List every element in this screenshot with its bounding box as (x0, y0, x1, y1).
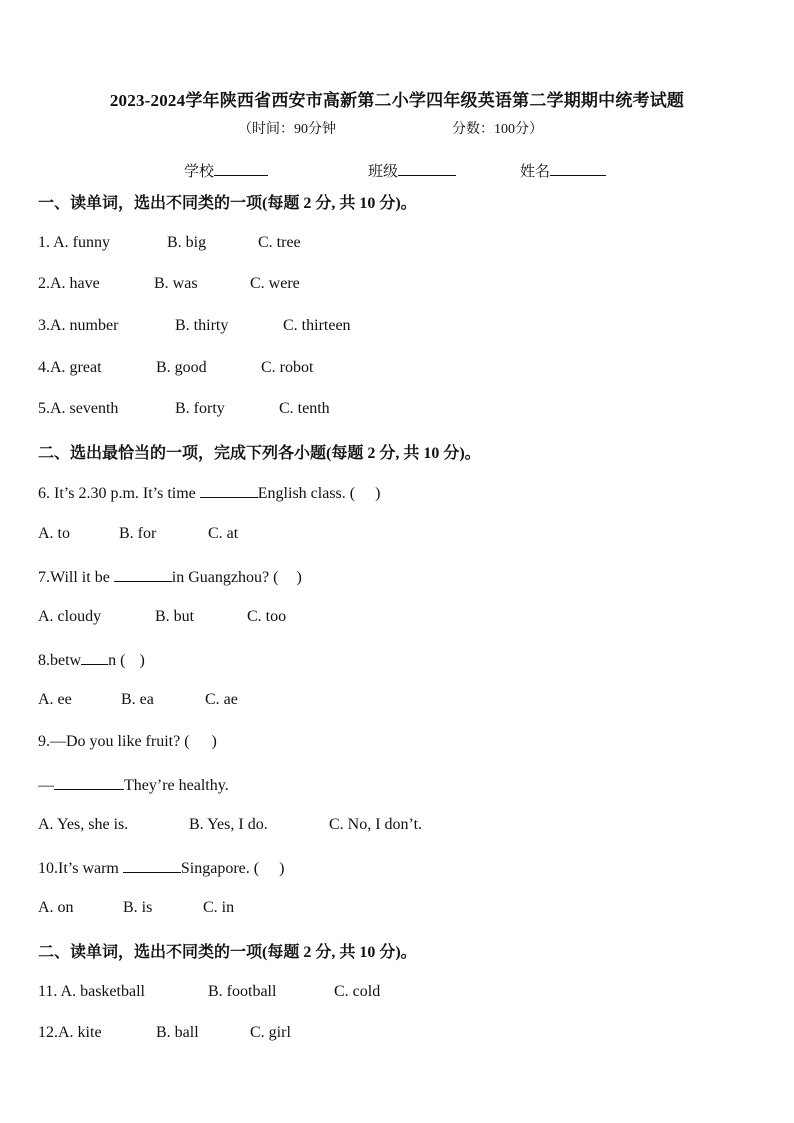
option-c: C. robot (261, 359, 314, 376)
option-b: B. is (123, 899, 153, 916)
question-4 (38, 359, 314, 377)
paren-close: ) (375, 485, 381, 502)
option-a: A. Yes, she is. (38, 816, 129, 833)
question-9-response (38, 775, 229, 795)
section1-heading: 一、读单词，选出不同类的一项(每题 2 分, 共 10 分)。 (38, 195, 417, 212)
option-b: B. but (155, 608, 195, 625)
question-11 (38, 983, 381, 1001)
question-10-options (38, 899, 235, 917)
section2-heading: 二、选出最恰当的一项，完成下列各小题(每题 2 分, 共 10 分)。 (38, 445, 481, 462)
option-a: A. have (50, 275, 100, 292)
paren-close: ) (211, 733, 217, 750)
option-a: A. to (38, 525, 70, 542)
option-c: C. at (208, 525, 239, 542)
class-label: 班级 (368, 164, 399, 180)
question-number: 3. (38, 317, 50, 334)
question-text-end: English class. ( (257, 485, 356, 502)
option-a: A. number (50, 317, 119, 334)
question-text: 9.—Do you like fruit? ( (38, 733, 190, 750)
question-9 (38, 733, 217, 751)
question-12 (38, 1024, 291, 1042)
option-a: A. funny (53, 234, 111, 251)
option-c: C. too (247, 608, 287, 625)
option-a: A. basketball (60, 983, 145, 1000)
question-7 (38, 567, 302, 587)
question-6-options (38, 525, 239, 543)
option-b: B. for (119, 525, 157, 542)
paren-close: ) (279, 860, 285, 877)
option-b: B. good (156, 359, 207, 376)
option-c: C. thirteen (283, 317, 351, 334)
question-text-end: n ( (108, 652, 126, 669)
question-5 (38, 400, 330, 418)
school-field (184, 160, 268, 181)
answer-blank[interactable] (123, 858, 181, 873)
question-number: 1. (38, 234, 54, 251)
question-text: 10.It’s warm (38, 860, 123, 877)
option-a: A. great (50, 359, 102, 376)
paren-close: ) (296, 569, 302, 586)
option-c: C. were (250, 275, 300, 292)
option-c: C. in (203, 899, 235, 916)
answer-blank[interactable] (114, 567, 172, 582)
question-text-end: in Guangzhou? ( (171, 569, 279, 586)
question-number: 11. (38, 983, 61, 1000)
dash: — (38, 777, 54, 794)
option-b: B. Yes, I do. (189, 816, 268, 833)
option-a: A. kite (58, 1024, 102, 1041)
name-field (520, 160, 606, 181)
option-c: C. cold (334, 983, 381, 1000)
option-c: C. girl (250, 1024, 291, 1041)
question-7-options (38, 608, 287, 626)
option-c: C. ae (205, 691, 238, 708)
class-field (368, 160, 456, 181)
name-blank[interactable] (550, 161, 606, 176)
question-6 (38, 483, 380, 503)
answer-blank[interactable] (200, 483, 258, 498)
question-10 (38, 858, 284, 878)
option-a: A. on (38, 899, 74, 916)
option-a: A. ee (38, 691, 72, 708)
question-number: 5. (38, 400, 50, 417)
question-text: 8.betw (38, 652, 82, 669)
question-2 (38, 275, 300, 293)
question-text: 7.Will it be (38, 569, 114, 586)
answer-blank[interactable] (81, 650, 108, 665)
question-text: 6. It’s 2.30 p.m. It’s time (38, 485, 200, 502)
question-3 (38, 317, 351, 335)
question-9-options (38, 816, 423, 834)
question-8 (38, 650, 145, 670)
answer-blank[interactable] (54, 775, 124, 790)
option-b: B. thirty (175, 317, 229, 334)
exam-score: 分数：100分） (452, 122, 543, 137)
page-title: 2023-2024学年陕西省西安市高新第二小学四年级英语第二学期期中统考试题 (109, 91, 685, 110)
exam-time: （时间：90分钟 (238, 122, 336, 137)
question-number: 2. (38, 275, 50, 292)
option-b: B. was (154, 275, 198, 292)
option-b: B. football (208, 983, 277, 1000)
school-blank[interactable] (214, 161, 268, 176)
option-a: A. cloudy (38, 608, 102, 625)
class-blank[interactable] (398, 161, 456, 176)
option-b: B. ball (156, 1024, 199, 1041)
question-1 (38, 234, 301, 252)
option-c: C. tenth (279, 400, 330, 417)
school-label: 学校 (184, 164, 215, 180)
option-c: C. tree (258, 234, 301, 251)
name-label: 姓名 (520, 164, 551, 180)
question-8-options (38, 691, 238, 709)
question-number: 12. (38, 1024, 58, 1041)
section3-heading: 二、读单词，选出不同类的一项(每题 2 分, 共 10 分)。 (38, 944, 417, 961)
option-c: C. No, I don’t. (329, 816, 423, 833)
option-b: B. big (167, 234, 207, 251)
option-b: B. forty (175, 400, 225, 417)
question-number: 4. (38, 359, 50, 376)
question-text-end: Singapore. ( (180, 860, 260, 877)
paren-close: ) (139, 652, 145, 669)
response-text: They’re healthy. (124, 777, 229, 794)
option-b: B. ea (121, 691, 154, 708)
option-a: A. seventh (50, 400, 119, 417)
